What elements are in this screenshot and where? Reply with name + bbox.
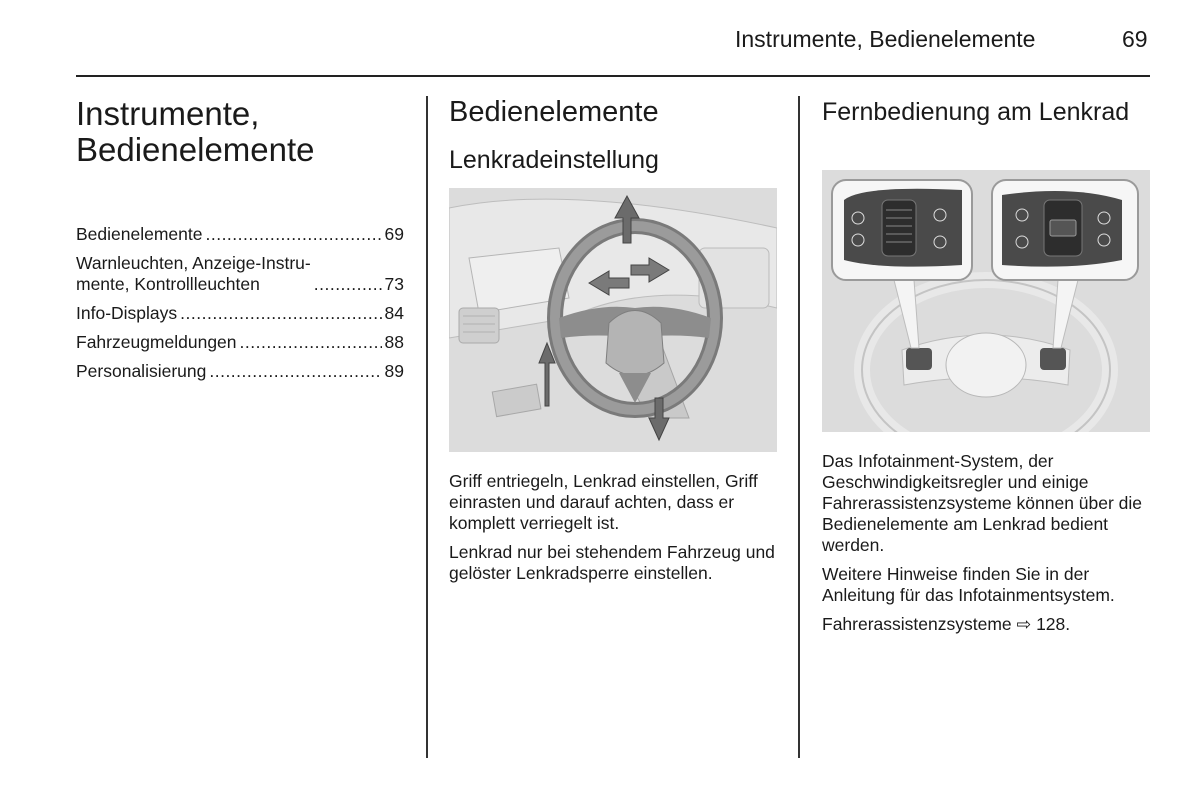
cross-reference[interactable] [822,614,1152,635]
paragraph: Das Infotainment-System, der Geschwindigkeitsregler und einige Fahrerassistenzsysteme können über die Bedienelemente am Lenkrad bedient werden. [822,451,1143,555]
column-divider-right [798,96,800,758]
toc-entry[interactable] [76,224,404,245]
toc-entry-label: Warnleuchten, Anzeige-Instru- mente, Kontrollleuchten [76,253,311,294]
column-divider-left [426,96,428,758]
remote-control-text [822,451,1152,643]
toc-entry-page: 89 [384,361,404,381]
toc-entry[interactable] [76,361,404,382]
toc-leader [240,332,382,353]
toc-entry-page: 84 [384,303,404,323]
toc-entry-label: Info-Displays [76,303,178,323]
toc-leader [314,274,382,295]
toc-leader [180,303,381,324]
toc-entry[interactable] [76,253,404,295]
cross-reference-text: Fahrerassistenzsysteme [822,614,1012,634]
header-rule [76,75,1150,77]
paragraph: Griff entriegeln, Lenkrad einstellen, Griff einrasten und darauf achten, dass er komplett verriegelt ist. [449,471,758,533]
running-header-title: Instrumente, Bedienelemente [735,26,1036,52]
chapter-title: Instrumente, Bedienelemente [76,95,315,168]
subsection-title-remote-control: Fernbedienung am Lenkrad [822,98,1130,126]
toc-entry-label: Fahrzeugmeldungen [76,332,237,352]
toc-entry-page: 88 [384,332,404,352]
section-title: Bedienelemente [449,96,659,128]
subsection-title-steering-adjustment: Lenkradeinstellung [449,146,659,174]
page-reference-arrow-icon: ⇨ [1016,614,1032,634]
cross-reference-page: 128. [1036,614,1071,634]
toc-entry-page: 69 [384,224,404,244]
paragraph: Lenkrad nur bei stehendem Fahrzeug und gelöster Lenkradsperre einstellen. [449,542,775,583]
toc-leader [209,361,381,382]
toc-entry-label: Bedienelemente [76,224,203,244]
steering-wheel-controls-illustration [822,170,1150,432]
table-of-contents [76,224,404,390]
paragraph: Weitere Hinweise finden Sie in der Anleitung für das Infotainmentsystem. [822,564,1115,605]
toc-entry-label: Personalisierung [76,361,207,381]
steering-adjustment-illustration [449,188,777,452]
toc-entry-page: 73 [384,274,404,294]
page-number: 69 [1122,26,1148,52]
toc-leader [205,224,381,245]
steering-adjustment-text [449,471,779,592]
toc-entry[interactable] [76,303,404,324]
toc-entry[interactable] [76,332,404,353]
